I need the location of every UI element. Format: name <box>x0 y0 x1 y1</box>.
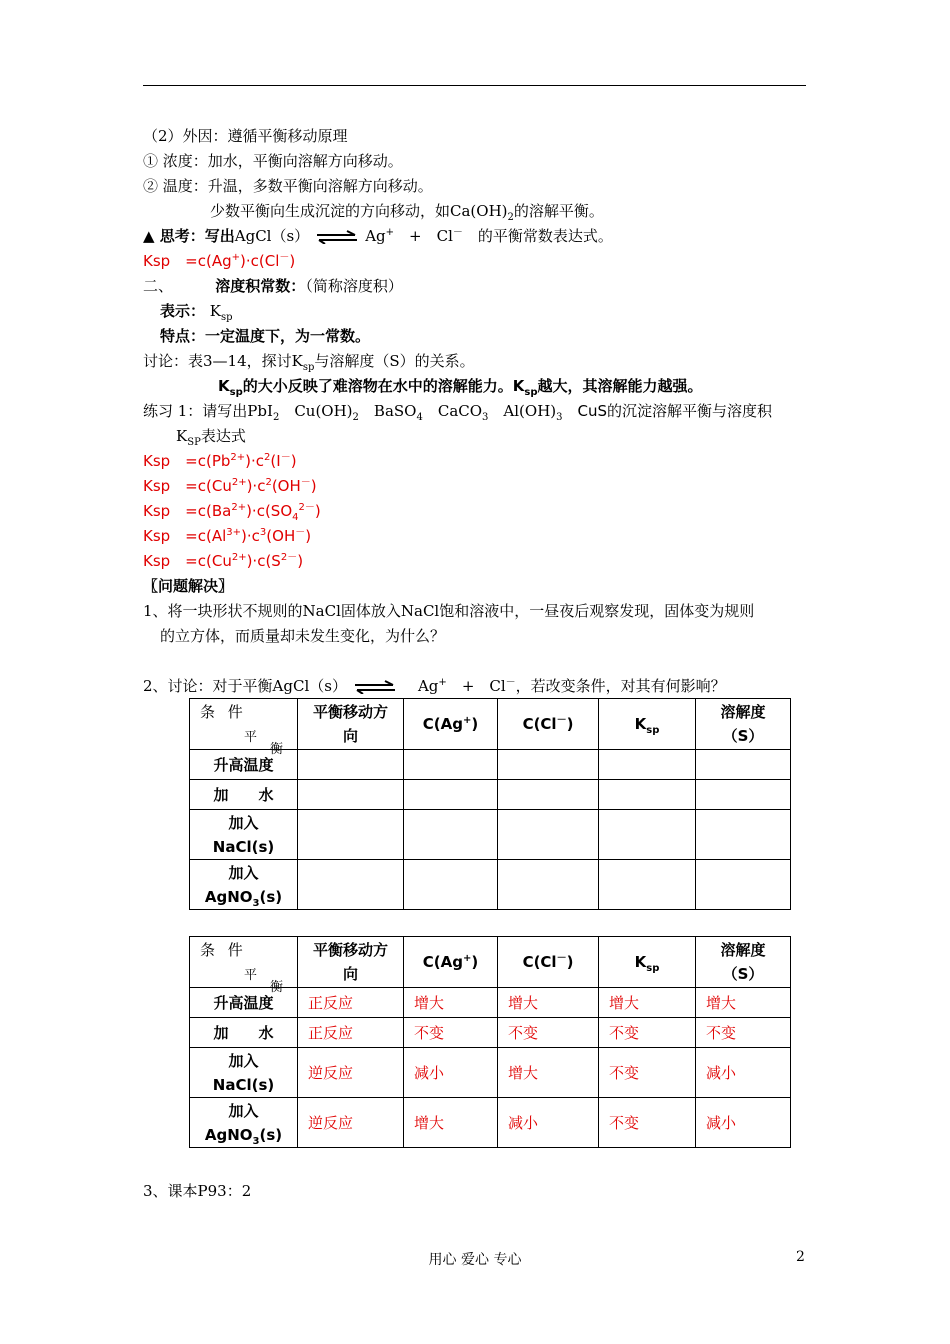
header-solubility: 溶解度 （S） <box>696 699 791 750</box>
condition-table-blank <box>189 698 791 910</box>
header-ksp: $K_{sp}$ <box>599 937 696 988</box>
text-conclusion: $K_{sp}$的大小反映了难溶物在水中的溶解能力。$K_{sp}$越大，其溶解能力越强。 <box>218 377 703 398</box>
header-shift-direction: 平衡移动方 向 <box>298 937 404 988</box>
ksp-cuoh2: Ksp $=c(Cu^{2+})\cdot c^2(OH^-)$ <box>143 477 317 495</box>
header-ksp: $K_{sp}$ <box>599 699 696 750</box>
answer-cell: 逆反应 <box>298 1048 404 1098</box>
ksp-aloh3: Ksp $=c(Al^{3+})\cdot c^3(OH^-)$ <box>143 527 312 545</box>
answer-cell: 正反应 <box>298 988 404 1018</box>
ksp-baso4: Ksp $=c(Ba^{2+})\cdot c(SO_4^{2-})$ <box>143 502 321 523</box>
ksp-pbi2: Ksp $=c(Pb^{2+})\cdot c^2(I^-)$ <box>143 452 297 470</box>
equilibrium-arrow-icon <box>315 230 359 244</box>
row-water: 加 水 <box>190 1018 298 1048</box>
answer-cell: 不变 <box>599 1098 696 1148</box>
condition-table-answers <box>189 936 791 1148</box>
header-c-cl: C(Cl－) <box>498 937 599 988</box>
equilibrium-arrow-icon <box>353 680 397 694</box>
answer-cell: 增大 <box>404 1098 498 1148</box>
answer-cell: 减小 <box>498 1098 599 1148</box>
row-agno3: 加入 AgNO$_3$(s) <box>190 860 298 910</box>
answer-cell: 增大 <box>404 988 498 1018</box>
answer-cell: 不变 <box>498 1018 599 1048</box>
answer-cell: 不变 <box>696 1018 791 1048</box>
think-question: ▲ 思考：写出AgCl（s） Ag+ + Cl－ 的平衡常数表达式。 <box>143 227 613 245</box>
ksp-expression-agcl: Ksp =c(Ag+)·c(Cl－) <box>143 252 296 270</box>
diagonal-header-cell: 平 衡 条 件 <box>190 937 298 988</box>
answer-cell: 减小 <box>696 1048 791 1098</box>
row-heat: 升高温度 <box>190 750 298 780</box>
answer-cell: 正反应 <box>298 1018 404 1048</box>
answer-cell: 逆反应 <box>298 1098 404 1148</box>
answer-cell: 减小 <box>696 1098 791 1148</box>
problem-solving-heading: 〖问题解决〗 <box>143 577 234 595</box>
header-rule <box>143 85 806 86</box>
answer-cell: 增大 <box>599 988 696 1018</box>
row-water: 加 水 <box>190 780 298 810</box>
question-2: 2、讨论：对于平衡AgCl（s） Ag+ + Cl－，若改变条件，对其有何影响？ <box>143 677 726 695</box>
text-external-factors: （2）外因：遵循平衡移动原理 <box>143 127 348 145</box>
question-1-cont: 的立方体，而质量却未发生变化，为什么？ <box>160 627 446 645</box>
diagonal-header-cell: 平 衡 条 件 <box>190 699 298 750</box>
section-solubility-product: 二、 溶度积常数：（简称溶度积） <box>143 277 403 295</box>
answer-cell: 增大 <box>696 988 791 1018</box>
answer-cell: 增大 <box>498 988 599 1018</box>
ksp-cus: Ksp $=c(Cu^{2+})\cdot c(S^{2-})$ <box>143 552 304 570</box>
question-3: 3、课本P93：2 <box>143 1182 252 1200</box>
header-c-ag: C(Ag+) <box>404 699 498 750</box>
text-temperature: ② 温度：升温，多数平衡向溶解方向移动。 <box>143 177 433 195</box>
row-nacl: 加入 NaCl(s) <box>190 810 298 860</box>
page-number: 2 <box>796 1249 805 1265</box>
text-representation: 表示： $K_{sp}$ <box>160 302 233 323</box>
answer-cell: 增大 <box>498 1048 599 1098</box>
header-c-ag: C(Ag+) <box>404 937 498 988</box>
text-feature: 特点：一定温度下，为一常数。 <box>160 327 371 345</box>
row-agno3: 加入 AgNO$_3$(s) <box>190 1098 298 1148</box>
answer-cell: 减小 <box>404 1048 498 1098</box>
text-minority-equilibrium: 少数平衡向生成沉淀的方向移动，如$Ca(OH)_2$的溶解平衡。 <box>210 202 604 223</box>
answer-cell: 不变 <box>404 1018 498 1048</box>
header-c-cl: C(Cl－) <box>498 699 599 750</box>
page-footer: 用心 爱心 专心 <box>428 1252 522 1268</box>
text-concentration: ① 浓度：加水，平衡向溶解方向移动。 <box>143 152 403 170</box>
answer-cell: 不变 <box>599 1048 696 1098</box>
question-1: 1、将一块形状不规则的NaCl固体放入NaCl饱和溶液中，一昼夜后观察发现，固体变为规则 <box>143 602 755 620</box>
text-discussion: 讨论：表3—14，探讨$K_{sp}$与溶解度（S）的关系。 <box>143 352 475 373</box>
row-nacl: 加入 NaCl(s) <box>190 1048 298 1098</box>
answer-cell: 不变 <box>599 1018 696 1048</box>
exercise-1-cont: $K_{SP}$表达式 <box>176 427 246 448</box>
header-shift-direction: 平衡移动方 向 <box>298 699 404 750</box>
row-heat: 升高温度 <box>190 988 298 1018</box>
header-solubility: 溶解度 （S） <box>696 937 791 988</box>
exercise-1: 练习 1：请写出PbI$_2$ $Cu(OH)_2$ BaSO$_4$ CaCO$_3$ $Al(OH)_3$ CuS的沉淀溶解平衡与溶度积 <box>143 402 773 423</box>
